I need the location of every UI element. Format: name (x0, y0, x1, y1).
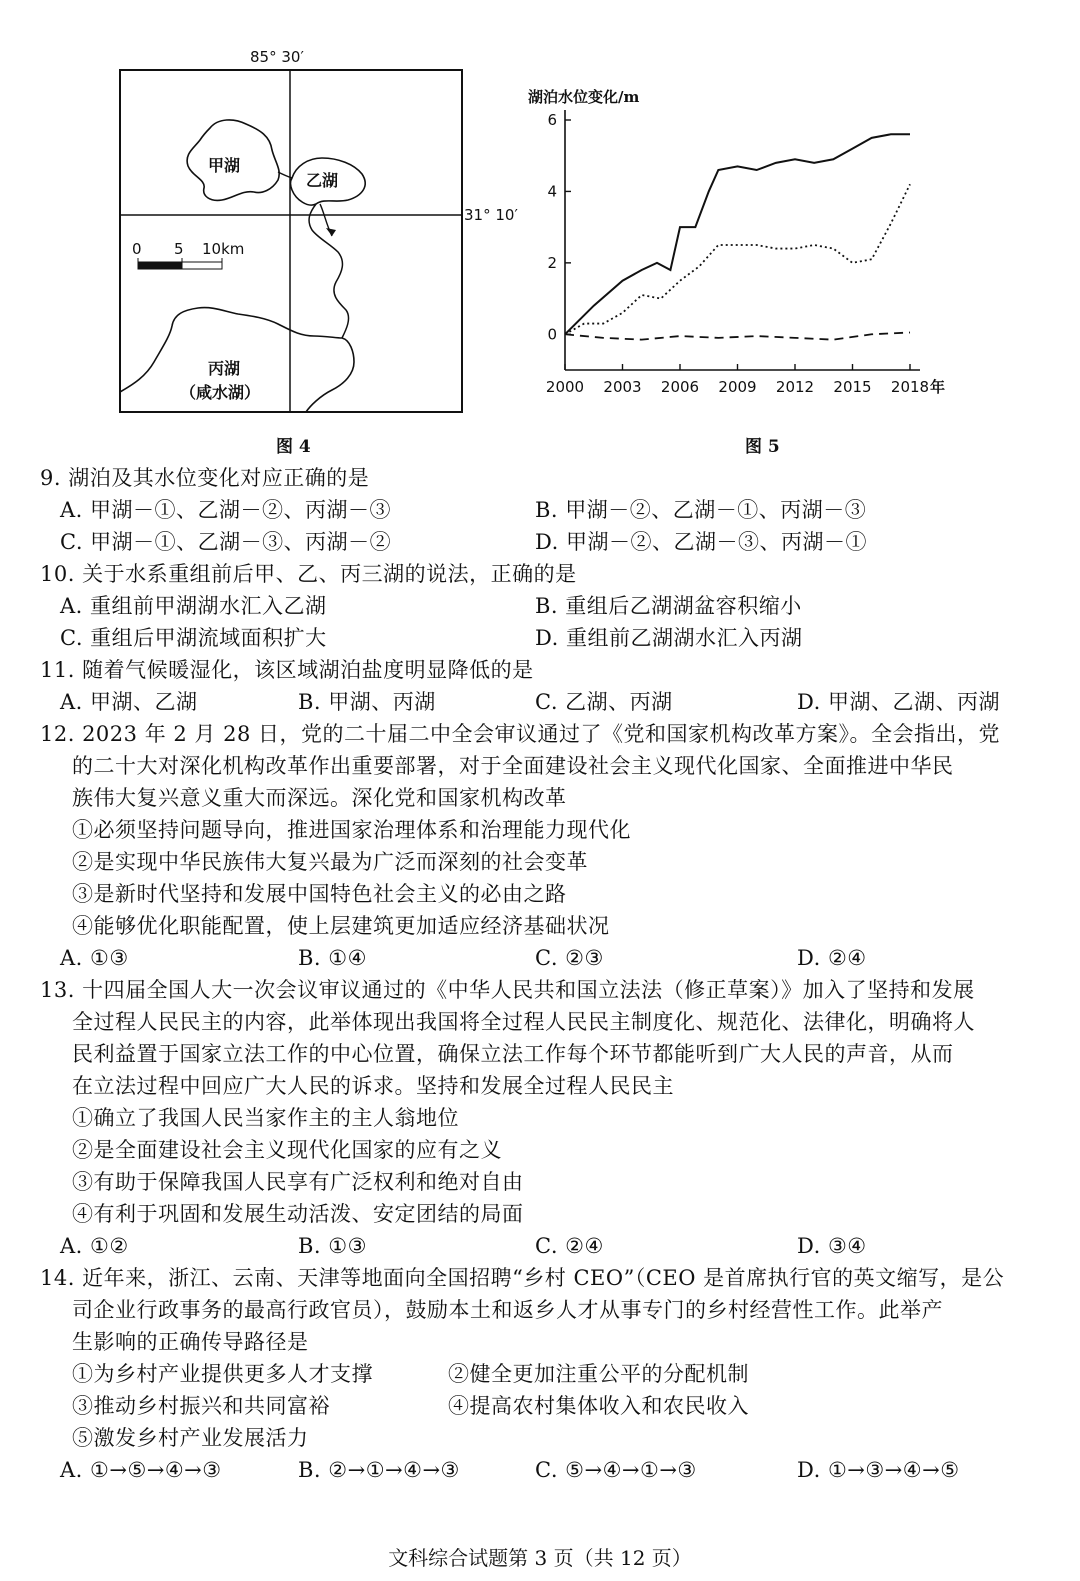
y-tick-label: 6 (547, 111, 557, 129)
scale-label-5: 5 (174, 240, 184, 258)
scale-label-0: 0 (132, 240, 142, 258)
question-12-stem-line-2: 的二十大对深化机构改革作出重要部署，对于全面建设社会主义现代化国家、全面推进中华民 (72, 754, 954, 778)
question-13-stem-line-4: 在立法过程中回应广大人民的诉求。坚持和发展全过程人民民主 (72, 1074, 674, 1098)
scale-label-10km: 10km (202, 240, 245, 258)
question-11 (40, 654, 1040, 718)
question-14-stem-line-1: 14. 近年来，浙江、云南、天津等地面向全国招聘“乡村 CEO”（CEO 是首席执行官的英文缩写，是公 (40, 1266, 1005, 1290)
series-line-2 (565, 184, 910, 334)
x-tick-label: 2006 (660, 378, 700, 396)
statement-2: ②健全更加注重公平的分配机制 (448, 1362, 749, 1386)
statement-4: ④能够优化职能配置，使上层建筑更加适应经济基础状况 (72, 914, 610, 938)
x-tick-label: 2003 (603, 378, 642, 396)
map-figure (110, 40, 518, 430)
option-a[interactable]: A. ①② (60, 1234, 129, 1258)
question-10 (40, 558, 1040, 654)
statement-1: ①必须坚持问题导向，推进国家治理体系和治理能力现代化 (72, 818, 631, 842)
option-c[interactable]: C. ②③ (535, 946, 604, 970)
question-13-options (40, 1230, 1040, 1262)
figure-5-caption: 图 5 (745, 437, 780, 457)
lake-bing-note: （咸水湖） (180, 383, 261, 402)
x-tick-label: 2000 (545, 378, 585, 396)
statement-3: ③是新时代坚持和发展中国特色社会主义的必由之路 (72, 882, 567, 906)
option-b[interactable]: B. 重组后乙湖湖盆容积缩小 (535, 594, 802, 618)
question-11-stem: 11. 随着气候暖湿化，该区域湖泊盐度明显降低的是 (40, 658, 534, 682)
question-14-statements-row-2 (40, 1390, 1040, 1422)
question-10-options-row-1 (40, 590, 1040, 622)
statement-1: ①确立了我国人民当家作主的主人翁地位 (72, 1106, 459, 1130)
statement-5: ⑤激发乡村产业发展活力 (72, 1426, 309, 1450)
lake-jia-label: 甲湖 (208, 156, 241, 175)
question-9-options-row-2 (40, 526, 1040, 558)
scale-bar-black (138, 262, 182, 269)
question-13 (40, 974, 1040, 1262)
option-a[interactable]: A. ①③ (60, 946, 129, 970)
longitude-label: 85° 30′ (250, 48, 304, 66)
option-b[interactable]: B. ①④ (298, 946, 367, 970)
question-13-stem-line-3: 民利益置于国家立法工作的中心位置，确保立法工作每个环节都能听到广大人民的声音，从而 (72, 1042, 954, 1066)
map-drawing (110, 40, 518, 430)
option-b[interactable]: B. ②→①→④→③ (298, 1458, 460, 1482)
water-level-chart (520, 80, 960, 410)
question-12-options (40, 942, 1040, 974)
x-axis-label: 年 (930, 378, 946, 396)
option-c[interactable]: C. 甲湖－①、乙湖－③、丙湖－② (60, 530, 392, 554)
question-13-stem-line-2: 全过程人民民主的内容，此举体现出我国将全过程人民民主制度化、规范化、法律化，明确将人 (72, 1010, 975, 1034)
question-9 (40, 462, 1040, 558)
option-a[interactable]: A. ①→⑤→④→③ (60, 1458, 222, 1482)
option-a[interactable]: A. 重组前甲湖湖水汇入乙湖 (60, 594, 327, 618)
lake-yi-label: 乙湖 (306, 171, 339, 190)
x-tick-label: 2009 (718, 378, 757, 396)
statement-3: ③有助于保障我国人民享有广泛权利和绝对自由 (72, 1170, 524, 1194)
map-frame (120, 70, 462, 412)
option-c[interactable]: C. 重组后甲湖流域面积扩大 (60, 626, 327, 650)
y-tick-label: 2 (547, 253, 557, 272)
question-11-options (40, 686, 1040, 718)
y-tick-label: 4 (547, 182, 557, 201)
option-d[interactable]: D. ①→③→④→⑤ (797, 1458, 960, 1482)
question-12-stem-line-3: 族伟大复兴意义重大而深远。深化党和国家机构改革 (72, 786, 567, 810)
chart-title: 湖泊水位变化/m (528, 88, 640, 106)
statement-3: ③推动乡村振兴和共同富裕 (72, 1394, 330, 1418)
option-b[interactable]: B. 甲湖－②、乙湖－①、丙湖－③ (535, 498, 867, 522)
statement-2: ②是全面建设社会主义现代化国家的应有之义 (72, 1138, 502, 1162)
x-tick-label: 2012 (775, 378, 815, 396)
question-10-stem: 10. 关于水系重组前后甲、乙、丙三湖的说法，正确的是 (40, 562, 577, 586)
x-tick-label: 2015 (833, 378, 872, 396)
option-d[interactable]: D. 甲湖－②、乙湖－③、丙湖－① (535, 530, 867, 554)
question-9-options-row-1 (40, 494, 1040, 526)
statement-1: ①为乡村产业提供更多人才支撑 (72, 1362, 373, 1386)
lake-bing-label: 丙湖 (208, 359, 241, 378)
option-c[interactable]: C. 乙湖、丙湖 (535, 690, 673, 714)
question-14-options (40, 1454, 1040, 1486)
option-a[interactable]: A. 甲湖、乙湖 (60, 690, 198, 714)
statement-4: ④有利于巩固和发展生动活泼、安定团结的局面 (72, 1202, 524, 1226)
statement-2: ②是实现中华民族伟大复兴最为广泛而深刻的社会变革 (72, 850, 588, 874)
series-line-1 (565, 134, 910, 334)
y-tick-label: 0 (547, 325, 557, 344)
option-c[interactable]: C. ⑤→④→①→③ (535, 1458, 697, 1482)
latitude-label: 31° 10′ (464, 206, 518, 224)
figure-4-caption: 图 4 (276, 437, 311, 457)
option-c[interactable]: C. ②④ (535, 1234, 604, 1258)
question-14-stem-line-3: 生影响的正确传导路径是 (72, 1330, 309, 1354)
river (309, 204, 349, 338)
option-d[interactable]: D. ②④ (797, 946, 867, 970)
option-b[interactable]: B. ①③ (298, 1234, 367, 1258)
question-14-statements-row-1 (40, 1358, 1040, 1390)
option-d[interactable]: D. 甲湖、乙湖、丙湖 (797, 690, 1000, 714)
chart-figure (520, 80, 960, 410)
page-footer: 文科综合试题第 3 页（共 12 页） (388, 1546, 692, 1570)
x-tick-label: 2018 (890, 378, 930, 396)
question-12-stem-line-1: 12. 2023 年 2 月 28 日，党的二十届二中全会审议通过了《党和国家机构改革方案》。全会指出，党 (40, 722, 1000, 746)
option-a[interactable]: A. 甲湖－①、乙湖－②、丙湖－③ (60, 498, 392, 522)
question-9-stem: 9. 湖泊及其水位变化对应正确的是 (40, 466, 370, 490)
series-line-3 (565, 333, 910, 340)
question-14-stem-line-2: 司企业行政事务的最高行政官员），鼓励本土和返乡人才从事专门的乡村经营性工作。此举产 (72, 1298, 943, 1322)
question-10-options-row-2 (40, 622, 1040, 654)
question-13-stem-line-1: 13. 十四届全国人大一次会议审议通过的《中华人民共和国立法法（修正草案）》加入了坚持和发展 (40, 978, 975, 1002)
option-b[interactable]: B. 甲湖、丙湖 (298, 690, 436, 714)
scale-bar-white (182, 262, 222, 269)
question-14 (40, 1262, 1040, 1486)
option-d[interactable]: D. ③④ (797, 1234, 867, 1258)
question-12 (40, 718, 1040, 974)
option-d[interactable]: D. 重组前乙湖湖水汇入丙湖 (535, 626, 803, 650)
statement-4: ④提高农村集体收入和农民收入 (448, 1394, 749, 1418)
question-14-statements-row-3 (40, 1422, 1040, 1454)
